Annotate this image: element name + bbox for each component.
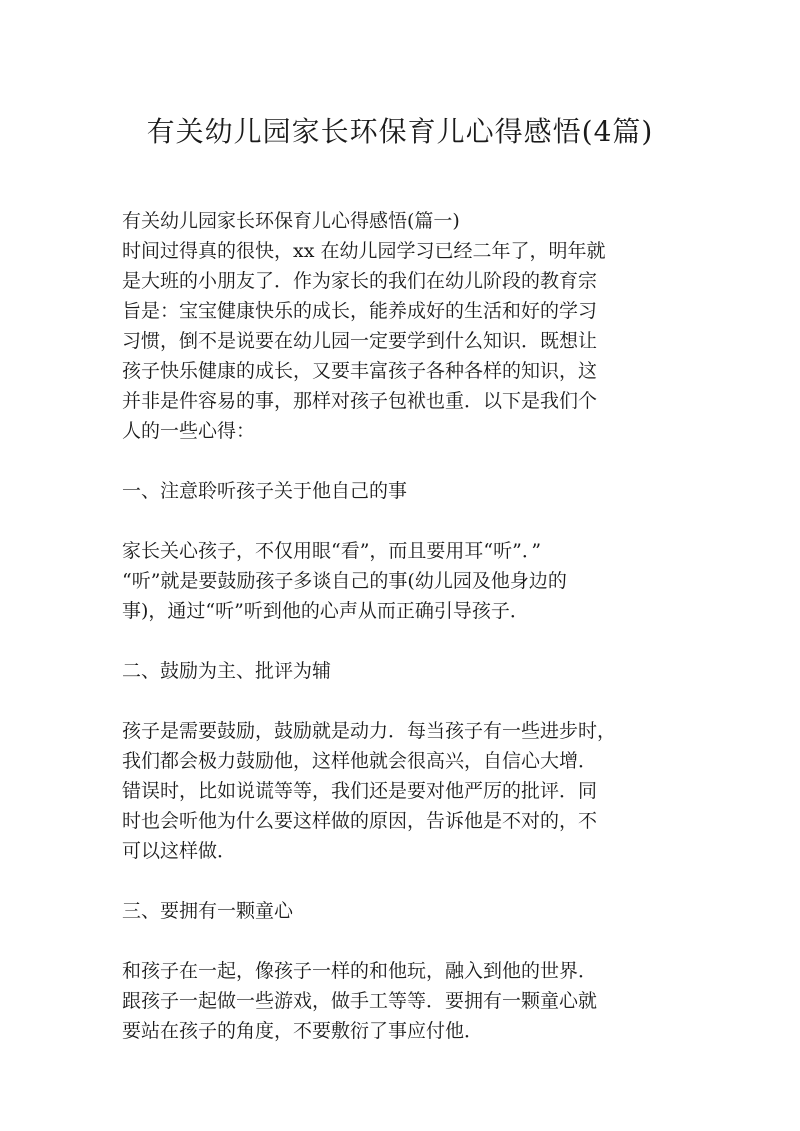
section-heading: 三、要拥有一颗童心 — [122, 900, 294, 922]
paragraph-line: 我们都会极力鼓励他，这样他就会很高兴，自信心大增． — [122, 750, 598, 772]
paragraph-spacer — [122, 506, 662, 536]
paragraph-line: 孩子快乐健康的成长，又要丰富孩子各种各样的知识，这 — [122, 360, 598, 382]
section-paragraph — [122, 716, 662, 866]
paragraph-line: 家长关心孩子，不仅用眼“看”，而且要用耳“听”．” — [122, 540, 542, 562]
paragraph-spacer — [122, 626, 662, 656]
paragraph-line: 跟孩子一起做一些游戏，做手工等等．要拥有一颗童心就 — [122, 990, 598, 1012]
paragraph-line: 习惯，倒不是说要在幼儿园一定要学到什么知识．既想让 — [122, 330, 598, 352]
paragraph-spacer — [122, 686, 662, 716]
paragraph-spacer — [122, 446, 662, 476]
paragraph-spacer — [122, 926, 662, 956]
section-heading: 一、注意聆听孩子关于他自己的事 — [122, 480, 408, 502]
paragraph-line: 时也会听他为什么要这样做的原因，告诉他是不对的，不 — [122, 810, 598, 832]
paragraph-line: 是大班的小朋友了．作为家长的我们在幼儿阶段的教育宗 — [122, 270, 598, 292]
paragraph-line: 旨是：宝宝健康快乐的成长，能养成好的生活和好的学习 — [122, 300, 598, 322]
section-paragraph — [122, 956, 662, 1046]
document-body — [122, 206, 662, 1046]
paragraph-line: 可以这样做． — [122, 840, 237, 862]
part-heading: 有关幼儿园家长环保育儿心得感悟(篇一) — [122, 210, 460, 232]
paragraph-line: 孩子是需要鼓励，鼓励就是动力．每当孩子有一些进步时， — [122, 720, 617, 742]
paragraph-line: 和孩子在一起，像孩子一样的和他玩，融入到他的世界． — [122, 960, 598, 982]
section-heading: 二、鼓励为主、批评为辅 — [122, 660, 332, 682]
paragraph-line: 要站在孩子的角度，不要敷衍了事应付他． — [122, 1020, 484, 1042]
paragraph-line: 并非是件容易的事，那样对孩子包袱也重．以下是我们个 — [122, 390, 598, 412]
paragraph-line: “听”就是要鼓励孩子多谈自己的事(幼儿园及他身边的 — [122, 570, 567, 592]
paragraph-spacer — [122, 866, 662, 896]
paragraph-line: 错误时，比如说谎等等，我们还是要对他严厉的批评．同 — [122, 780, 598, 802]
intro-paragraph — [122, 236, 662, 446]
section-paragraph — [122, 536, 662, 626]
paragraph-line: 事)，通过“听”听到他的心声从而正确引导孩子． — [122, 600, 529, 622]
paragraph-line: 时间过得真的很快，xx 在幼儿园学习已经二年了，明年就 — [122, 240, 606, 262]
document-title: 有关幼儿园家长环保育儿心得感悟(4篇) — [146, 115, 654, 148]
paragraph-line: 人的一些心得： — [122, 420, 256, 442]
